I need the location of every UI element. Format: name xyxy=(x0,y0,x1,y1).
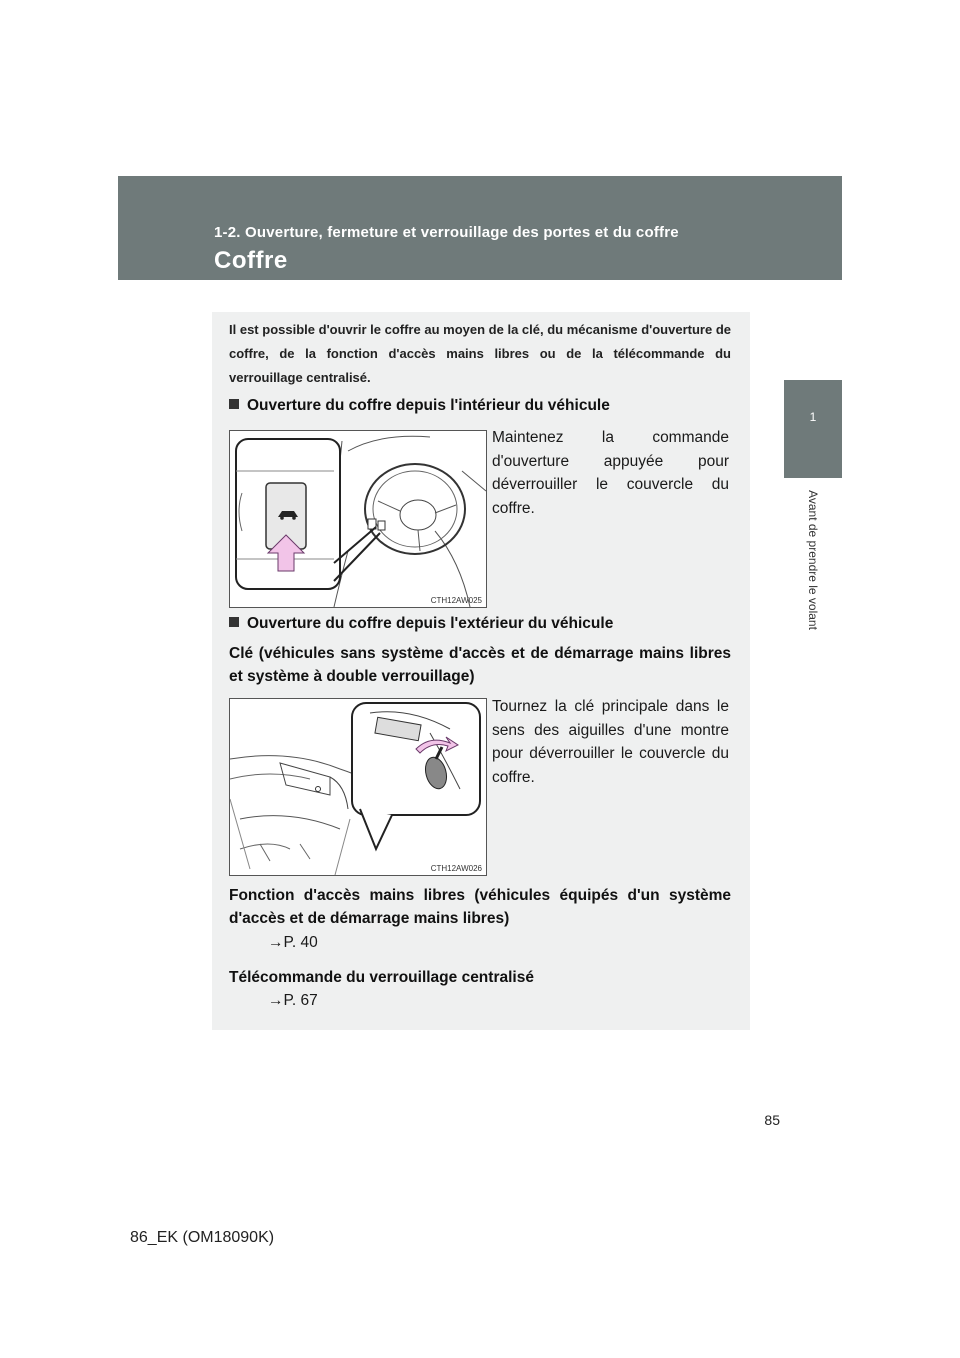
section1-heading-text: Ouverture du coffre depuis l'intérieur du véhicule xyxy=(247,397,610,414)
page-number: 85 xyxy=(764,1112,780,1128)
chapter-label-text: Avant de prendre le volant xyxy=(806,490,820,630)
page-title: Coffre xyxy=(214,247,288,274)
remote-heading: Télécommande du verrouillage centralisé xyxy=(229,969,534,986)
chapter-label xyxy=(784,490,842,630)
exterior-key-illustration xyxy=(230,699,486,875)
section2-heading-text: Ouverture du coffre depuis l'extérieur du véhicule xyxy=(247,615,614,632)
interior-opener-illustration xyxy=(230,431,486,607)
chapter-tab[interactable] xyxy=(784,380,842,478)
hands-free-ref[interactable]: →P. 40 xyxy=(268,934,318,951)
figure-exterior-key xyxy=(229,698,487,876)
hands-free-heading: Fonction d'accès mains libres (véhicules équipés d'un système d'accès et de démarrage mains libres) xyxy=(229,887,731,927)
section2-text: Tournez la clé principale dans le sens des aiguilles d'une montre pour déverrouiller le couvercle du coffre. xyxy=(492,698,729,786)
chapter-number: 1 xyxy=(809,410,817,424)
figure-code: CTH12AW025 xyxy=(430,596,482,605)
header-band xyxy=(118,176,842,280)
square-bullet-icon xyxy=(229,399,239,409)
section2-subheading: Clé (véhicules sans système d'accès et de démarrage mains libres et système à double verrouillage) xyxy=(229,645,731,685)
doc-code: 86_EK (OM18090K) xyxy=(130,1229,275,1246)
section1-heading xyxy=(229,397,610,415)
content-box xyxy=(212,312,750,1030)
section1-text: Maintenez la commande d'ouverture appuyée pour déverrouiller le couvercle du coffre. xyxy=(492,429,729,517)
section-label: 1-2. Ouverture, fermeture et verrouillage des portes et du coffre xyxy=(214,224,679,241)
figure-interior-opener xyxy=(229,430,487,608)
figure-code: CTH12AW026 xyxy=(430,864,482,873)
section2-heading xyxy=(229,615,613,633)
square-bullet-icon xyxy=(229,617,239,627)
remote-ref[interactable]: →P. 67 xyxy=(268,992,318,1009)
intro-text: Il est possible d'ouvrir le coffre au moyen de la clé, du mécanisme d'ouverture de coffre, de la fonction d'accès mains libres ou de la télécommande du verrouillage centralisé. xyxy=(229,322,731,385)
